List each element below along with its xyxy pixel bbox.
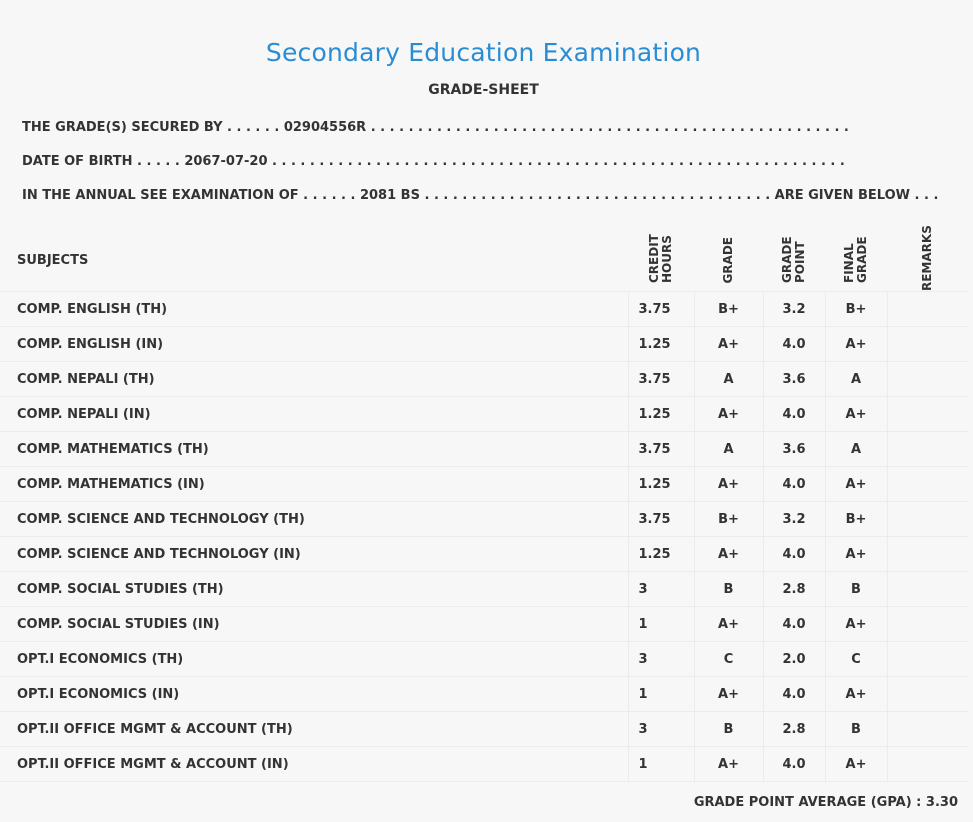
grade-point-cell: 4.0 — [763, 537, 825, 572]
grade-cell: B+ — [694, 292, 763, 327]
dob-value: 2067-07-20 — [184, 154, 268, 169]
final-grade-cell: A+ — [825, 397, 887, 432]
remarks-cell — [887, 572, 968, 607]
remarks-cell — [887, 327, 968, 362]
header-grade: GRADE — [694, 229, 763, 292]
remarks-cell — [887, 747, 968, 782]
final-grade-cell: A — [825, 432, 887, 467]
remarks-cell — [887, 467, 968, 502]
header-grade-point: GRADE POINT — [763, 229, 825, 292]
grade-table — [0, 225, 968, 782]
final-grade-cell: B+ — [825, 292, 887, 327]
credit-hours-cell: 3.75 — [628, 432, 694, 467]
gpa-label: GRADE POINT AVERAGE (GPA) : — [693, 795, 926, 810]
grade-cell: A+ — [694, 677, 763, 712]
secured-by-dots: . . . . . . . . . . . . . . . . . . . . . . . . . . . . . . . . . . . . . . . . . . . . . . . . . . . — [366, 120, 849, 135]
header-final-grade: FINAL GRADE — [825, 229, 887, 292]
credit-hours-cell: 3.75 — [628, 362, 694, 397]
subject-cell: OPT.II OFFICE MGMT & ACCOUNT (TH) — [0, 712, 628, 747]
gpa-summary — [694, 795, 958, 810]
grade-cell: C — [694, 642, 763, 677]
credit-hours-cell: 1 — [628, 607, 694, 642]
final-grade-cell: A+ — [825, 747, 887, 782]
subject-cell: OPT.I ECONOMICS (TH) — [0, 642, 628, 677]
symbol-number: 02904556R — [283, 120, 367, 135]
grade-cell: B+ — [694, 502, 763, 537]
grade-point-cell: 2.8 — [763, 572, 825, 607]
grade-point-cell: 3.6 — [763, 362, 825, 397]
table-row — [0, 747, 968, 782]
remarks-cell — [887, 292, 968, 327]
grade-point-cell: 4.0 — [763, 327, 825, 362]
credit-hours-cell: 3.75 — [628, 292, 694, 327]
final-grade-cell: A — [825, 362, 887, 397]
subject-cell: OPT.II OFFICE MGMT & ACCOUNT (IN) — [0, 747, 628, 782]
grade-cell: A — [694, 362, 763, 397]
grade-point-cell: 4.0 — [763, 677, 825, 712]
subject-cell: COMP. MATHEMATICS (TH) — [0, 432, 628, 467]
grade-point-cell: 4.0 — [763, 397, 825, 432]
credit-hours-cell: 3 — [628, 572, 694, 607]
grade-cell: A — [694, 432, 763, 467]
table-header-row — [0, 229, 968, 292]
table-row — [0, 677, 968, 712]
subject-cell: COMP. MATHEMATICS (IN) — [0, 467, 628, 502]
subject-cell: COMP. NEPALI (IN) — [0, 397, 628, 432]
gpa-value: 3.30 — [925, 795, 958, 810]
grade-cell: A+ — [694, 537, 763, 572]
final-grade-cell: A+ — [825, 467, 887, 502]
subject-cell: COMP. SCIENCE AND TECHNOLOGY (TH) — [0, 502, 628, 537]
remarks-cell — [887, 502, 968, 537]
table-row — [0, 712, 968, 747]
exam-suffix: . . . . . . . . . . . . . . . . . . . . . . . . . . . . . . . . . . . . . ARE GIVEN BELOW . . . — [419, 188, 939, 203]
final-grade-cell: A+ — [825, 607, 887, 642]
exam-label: IN THE ANNUAL SEE EXAMINATION OF . . . . . . — [22, 188, 360, 203]
remarks-cell — [887, 712, 968, 747]
final-grade-cell: A+ — [825, 677, 887, 712]
remarks-cell — [887, 607, 968, 642]
table-row — [0, 607, 968, 642]
credit-hours-cell: 3 — [628, 642, 694, 677]
table-row — [0, 572, 968, 607]
final-grade-cell: A+ — [825, 327, 887, 362]
secured-by-label: THE GRADE(S) SECURED BY . . . . . . — [22, 120, 284, 135]
table-row — [0, 327, 968, 362]
exam-line — [22, 188, 938, 203]
credit-hours-cell: 1 — [628, 677, 694, 712]
subject-cell: OPT.I ECONOMICS (IN) — [0, 677, 628, 712]
secured-by-line — [22, 120, 849, 135]
remarks-cell — [887, 677, 968, 712]
table-row — [0, 397, 968, 432]
final-grade-cell: B — [825, 572, 887, 607]
dob-label: DATE OF BIRTH . . . . . — [22, 154, 185, 169]
remarks-cell — [887, 537, 968, 572]
grade-cell: B — [694, 712, 763, 747]
remarks-cell — [887, 432, 968, 467]
subject-cell: COMP. SOCIAL STUDIES (TH) — [0, 572, 628, 607]
table-row — [0, 642, 968, 677]
header-remarks: REMARKS — [887, 229, 968, 292]
final-grade-cell: A+ — [825, 537, 887, 572]
subject-cell: COMP. ENGLISH (TH) — [0, 292, 628, 327]
table-row — [0, 502, 968, 537]
grade-point-cell: 3.6 — [763, 432, 825, 467]
subject-cell: COMP. SOCIAL STUDIES (IN) — [0, 607, 628, 642]
grade-point-cell: 4.0 — [763, 747, 825, 782]
remarks-cell — [887, 642, 968, 677]
dob-dots: . . . . . . . . . . . . . . . . . . . . . . . . . . . . . . . . . . . . . . . . . . . . . . . . . . . . . . . . . . . . . — [267, 154, 845, 169]
grade-point-cell: 3.2 — [763, 292, 825, 327]
subject-cell: COMP. ENGLISH (IN) — [0, 327, 628, 362]
table-row — [0, 467, 968, 502]
subject-cell: COMP. SCIENCE AND TECHNOLOGY (IN) — [0, 537, 628, 572]
header-subjects: SUBJECTS — [0, 229, 628, 292]
credit-hours-cell: 3.75 — [628, 502, 694, 537]
credit-hours-cell: 1.25 — [628, 397, 694, 432]
exam-title: Secondary Education Examination — [265, 38, 702, 67]
grade-cell: B — [694, 572, 763, 607]
credit-hours-cell: 1.25 — [628, 537, 694, 572]
credit-hours-cell: 3 — [628, 712, 694, 747]
credit-hours-cell: 1.25 — [628, 467, 694, 502]
grade-point-cell: 2.8 — [763, 712, 825, 747]
grade-cell: A+ — [694, 607, 763, 642]
grade-point-cell: 4.0 — [763, 467, 825, 502]
exam-year: 2081 BS — [359, 188, 420, 203]
remarks-cell — [887, 362, 968, 397]
credit-hours-cell: 1.25 — [628, 327, 694, 362]
grade-cell: A+ — [694, 397, 763, 432]
grade-cell: A+ — [694, 467, 763, 502]
table-row — [0, 292, 968, 327]
grade-cell: A+ — [694, 747, 763, 782]
remarks-cell — [887, 397, 968, 432]
grade-sheet-heading: GRADE-SHEET — [428, 82, 539, 98]
grade-point-cell: 3.2 — [763, 502, 825, 537]
grade-point-cell: 4.0 — [763, 607, 825, 642]
final-grade-cell: B — [825, 712, 887, 747]
header-credit-hours: CREDIT HOURS — [628, 229, 694, 292]
table-row — [0, 432, 968, 467]
table-row — [0, 362, 968, 397]
subject-cell: COMP. NEPALI (TH) — [0, 362, 628, 397]
final-grade-cell: B+ — [825, 502, 887, 537]
grade-point-cell: 2.0 — [763, 642, 825, 677]
dob-line — [22, 154, 845, 169]
grade-cell: A+ — [694, 327, 763, 362]
final-grade-cell: C — [825, 642, 887, 677]
credit-hours-cell: 1 — [628, 747, 694, 782]
table-row — [0, 537, 968, 572]
